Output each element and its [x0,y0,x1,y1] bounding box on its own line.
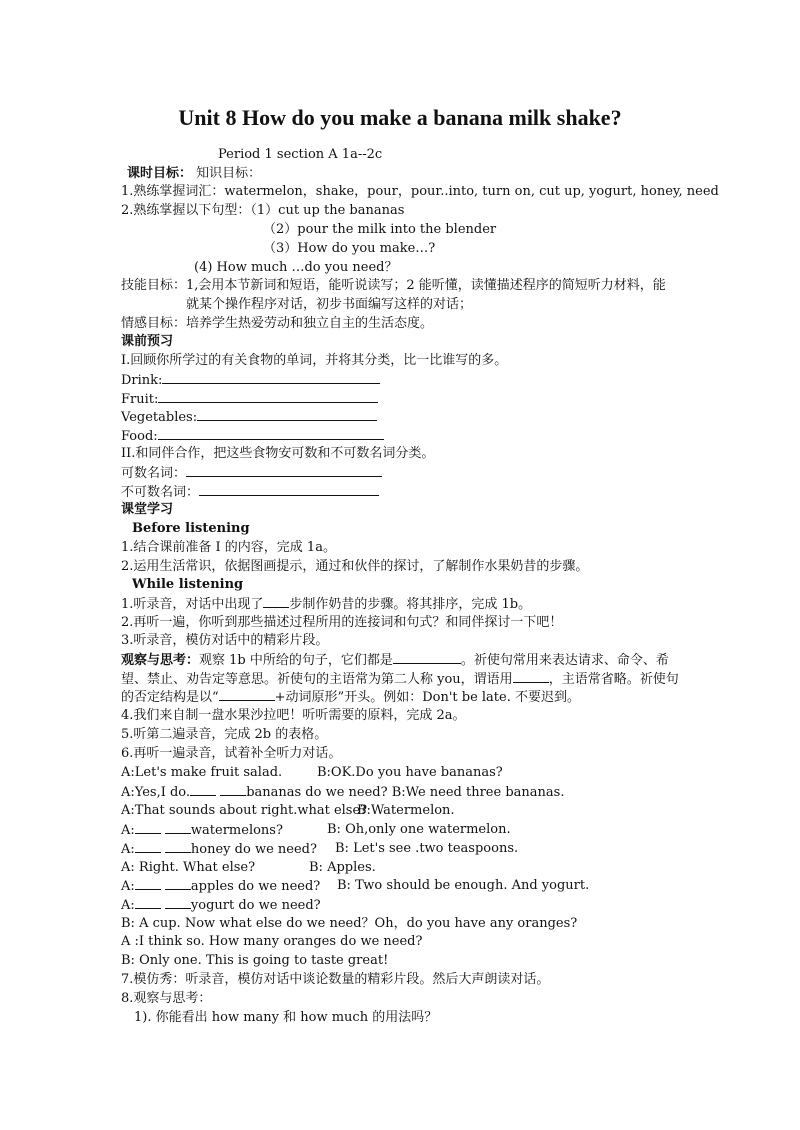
dialogue-line-2 [121,783,564,802]
knowledge-item-2c: （3）How do you make…? [263,241,436,256]
dialogue-5-blank-1[interactable] [135,840,161,853]
dialogue-7-a: A: [121,879,135,894]
dialogue-4-b: watermelons? [190,823,283,838]
while-item-6: 6.再听一遍录音，试着补全听力对话。 [121,746,342,761]
knowledge-item-1: 1.熟练掌握词汇：watermelon，shake，pour，pour..into, turn on, cut up, yogurt, honey, need [121,184,719,199]
dialogue-4-c: B: Oh,only one watermelon. [327,822,511,837]
dialogue-8-a: A: [121,898,135,913]
emotion-goal: 情感目标：培养学生热爱劳动和独立自主的生活态度。 [121,316,434,331]
while-item-5: 5.听第二遍录音，完成 2b 的表格。 [121,727,328,742]
observe-text-2a: 望、禁止、劝告定等意思。祈使句的主语常为第二人称 you，谓语用 [121,672,513,687]
goals-label: 课时目标： [127,166,193,181]
observe-line-2 [121,670,679,689]
drink-label: Drink: [121,373,163,388]
dialogue-5-blank-2[interactable] [165,840,191,853]
dialogue-2-blank-2[interactable] [220,783,246,796]
sentence-type-blank[interactable] [393,651,461,664]
preview-heading: 课前预习 [121,334,174,349]
observe-text-3b: +动词原形”开头。例如：Don't be late. 不要迟到。 [274,690,580,705]
vegetables-line [121,408,377,427]
fruit-line [121,390,378,409]
food-label: Food: [121,429,158,444]
period-line: Period 1 section A 1a--2c [218,147,383,162]
dialogue-line-5 [121,840,519,859]
class-heading: 课堂学习 [121,502,174,517]
knowledge-label: 知识目标： [196,166,262,181]
while-item-8: 8.观察与思考： [121,991,212,1006]
goals-line [127,165,261,183]
dialogue-8-blank-2[interactable] [165,896,191,909]
before-item-1: 1.结合课前准备 I 的内容，完成 1a。 [121,540,336,555]
dialogue-4-a: A: [121,823,135,838]
dialogue-2-b: bananas do we need? B:We need three bananas. [246,785,565,800]
while-item-1-text-a: 1.听录音，对话中出现了 [121,597,264,612]
dialogue-line-6 [121,859,376,877]
dialogue-line-9: B: A cup. Now what else do we need？Oh，do you have any oranges? [121,916,578,931]
dialogue-3-a: A:That sounds about right.what else? [121,803,368,818]
while-item-7: 7.模仿秀：听录音，模仿对话中谈论数量的精彩片段。然后大声朗读对话。 [121,972,550,987]
countable-line [121,464,382,483]
fruit-label: Fruit: [121,392,159,407]
dialogue-3-b: B:Watermelon. [357,803,455,818]
dialogue-line-11: B: Only one. This is going to taste great! [121,953,389,968]
dialogue-1-a: A:Let's make fruit salad. [121,765,283,780]
observe-text-2b: ，主语常省略。祈使句 [548,672,679,687]
dialogue-1-b: B:OK.Do you have bananas? [317,765,503,780]
drink-blank[interactable] [162,371,380,384]
dialogue-6-a: A: Right. What else? [121,860,256,875]
dialogue-line-8 [121,896,321,915]
preview-task-2: II.和同伴合作，把这些食物安可数和不可数名词分类。 [121,446,435,461]
dialogue-line-1 [121,764,503,782]
dialogue-line-7 [121,877,590,896]
observe-label: 观察与思考： [121,653,200,668]
observe-line-3 [121,688,580,707]
dialogue-line-3 [121,802,455,820]
skill-goal-line-2: 就某个操作程序对话，初步书面编写这样的对话； [186,297,473,312]
before-item-2: 2.运用生活常识，依据图画提示，通过和伙伴的探讨，了解制作水果奶昔的步骤。 [121,559,589,574]
while-item-1 [121,595,531,614]
drink-line [121,371,380,390]
countable-blank[interactable] [186,464,382,477]
uncountable-blank[interactable] [199,483,379,496]
while-item-2: 2.再听一遍，你听到那些描述过程所用的连接词和句式？和同伴探讨一下吧！ [121,615,563,630]
dialogue-7-c: B: Two should be enough. And yogurt. [337,878,590,893]
dialogue-6-b: B: Apples. [309,860,376,875]
dialogue-7-b: apples do we need? [190,879,321,894]
while-item-8-sub-1: 1). 你能看出 how many 和 how much 的用法吗？ [134,1010,438,1025]
dialogue-8-b: yogurt do we need? [190,898,321,913]
dialogue-line-4 [121,821,511,840]
while-item-1-text-b: 步制作奶昔的步骤。将其排序，完成 1b。 [289,597,532,612]
observe-text-3a: 的否定结构是以“ [121,690,219,705]
predicate-blank[interactable] [513,670,549,683]
observe-line-1 [121,651,669,670]
knowledge-item-2d: (4) How much …do you need？ [194,260,398,275]
dialogue-8-blank-1[interactable] [135,896,161,909]
dialogue-line-10: A :I think so. How many oranges do we need? [121,934,423,949]
while-listening-heading: While listening [132,577,244,592]
knowledge-item-2: 2.熟练掌握以下句型：（1）cut up the bananas [121,203,405,218]
observe-text-1b: 。祈使句常用来表达请求、命令、希 [460,653,669,668]
negative-blank[interactable] [219,688,275,701]
dialogue-5-a: A: [121,842,135,857]
observe-text-1a: 观察 1b 中所给的句子，它们都是 [199,653,393,668]
dialogue-4-blank-2[interactable] [165,821,191,834]
food-blank[interactable] [158,427,384,440]
dialogue-4-blank-1[interactable] [135,821,161,834]
vegetables-blank[interactable] [197,408,377,421]
dialogue-2-blank-1[interactable] [190,783,216,796]
page-title: Unit 8 How do you make a banana milk shake? [178,105,622,130]
dialogue-5-b: honey do we need? [190,842,317,857]
while-item-4: 4.我们来自制一盘水果沙拉吧！听听需要的原料，完成 2a。 [121,708,466,723]
steps-blank[interactable] [263,595,289,608]
uncountable-label: 不可数名词： [121,485,200,500]
knowledge-item-2b: （2）pour the milk into the blender [263,222,497,237]
dialogue-2-a: A:Yes,I do. [121,785,191,800]
dialogue-7-blank-2[interactable] [165,877,191,890]
uncountable-line [121,483,379,502]
dialogue-5-c: B: Let's see .two teaspoons. [335,841,519,856]
dialogue-7-blank-1[interactable] [135,877,161,890]
food-line [121,427,384,446]
before-listening-heading: Before listening [132,521,250,536]
skill-goal-line-1: 技能目标：1,会用本节新词和短语，能听说读写；2 能听懂，读懂描述程序的简短听力材料，能 [121,278,666,293]
vegetables-label: Vegetables: [121,410,198,425]
countable-label: 可数名词： [121,466,187,481]
preview-task-1: I.回顾你所学过的有关食物的单词，并将其分类，比一比谁写的多。 [121,353,508,368]
while-item-3: 3.听录音，模仿对话中的精彩片段。 [121,633,329,648]
fruit-blank[interactable] [158,390,378,403]
